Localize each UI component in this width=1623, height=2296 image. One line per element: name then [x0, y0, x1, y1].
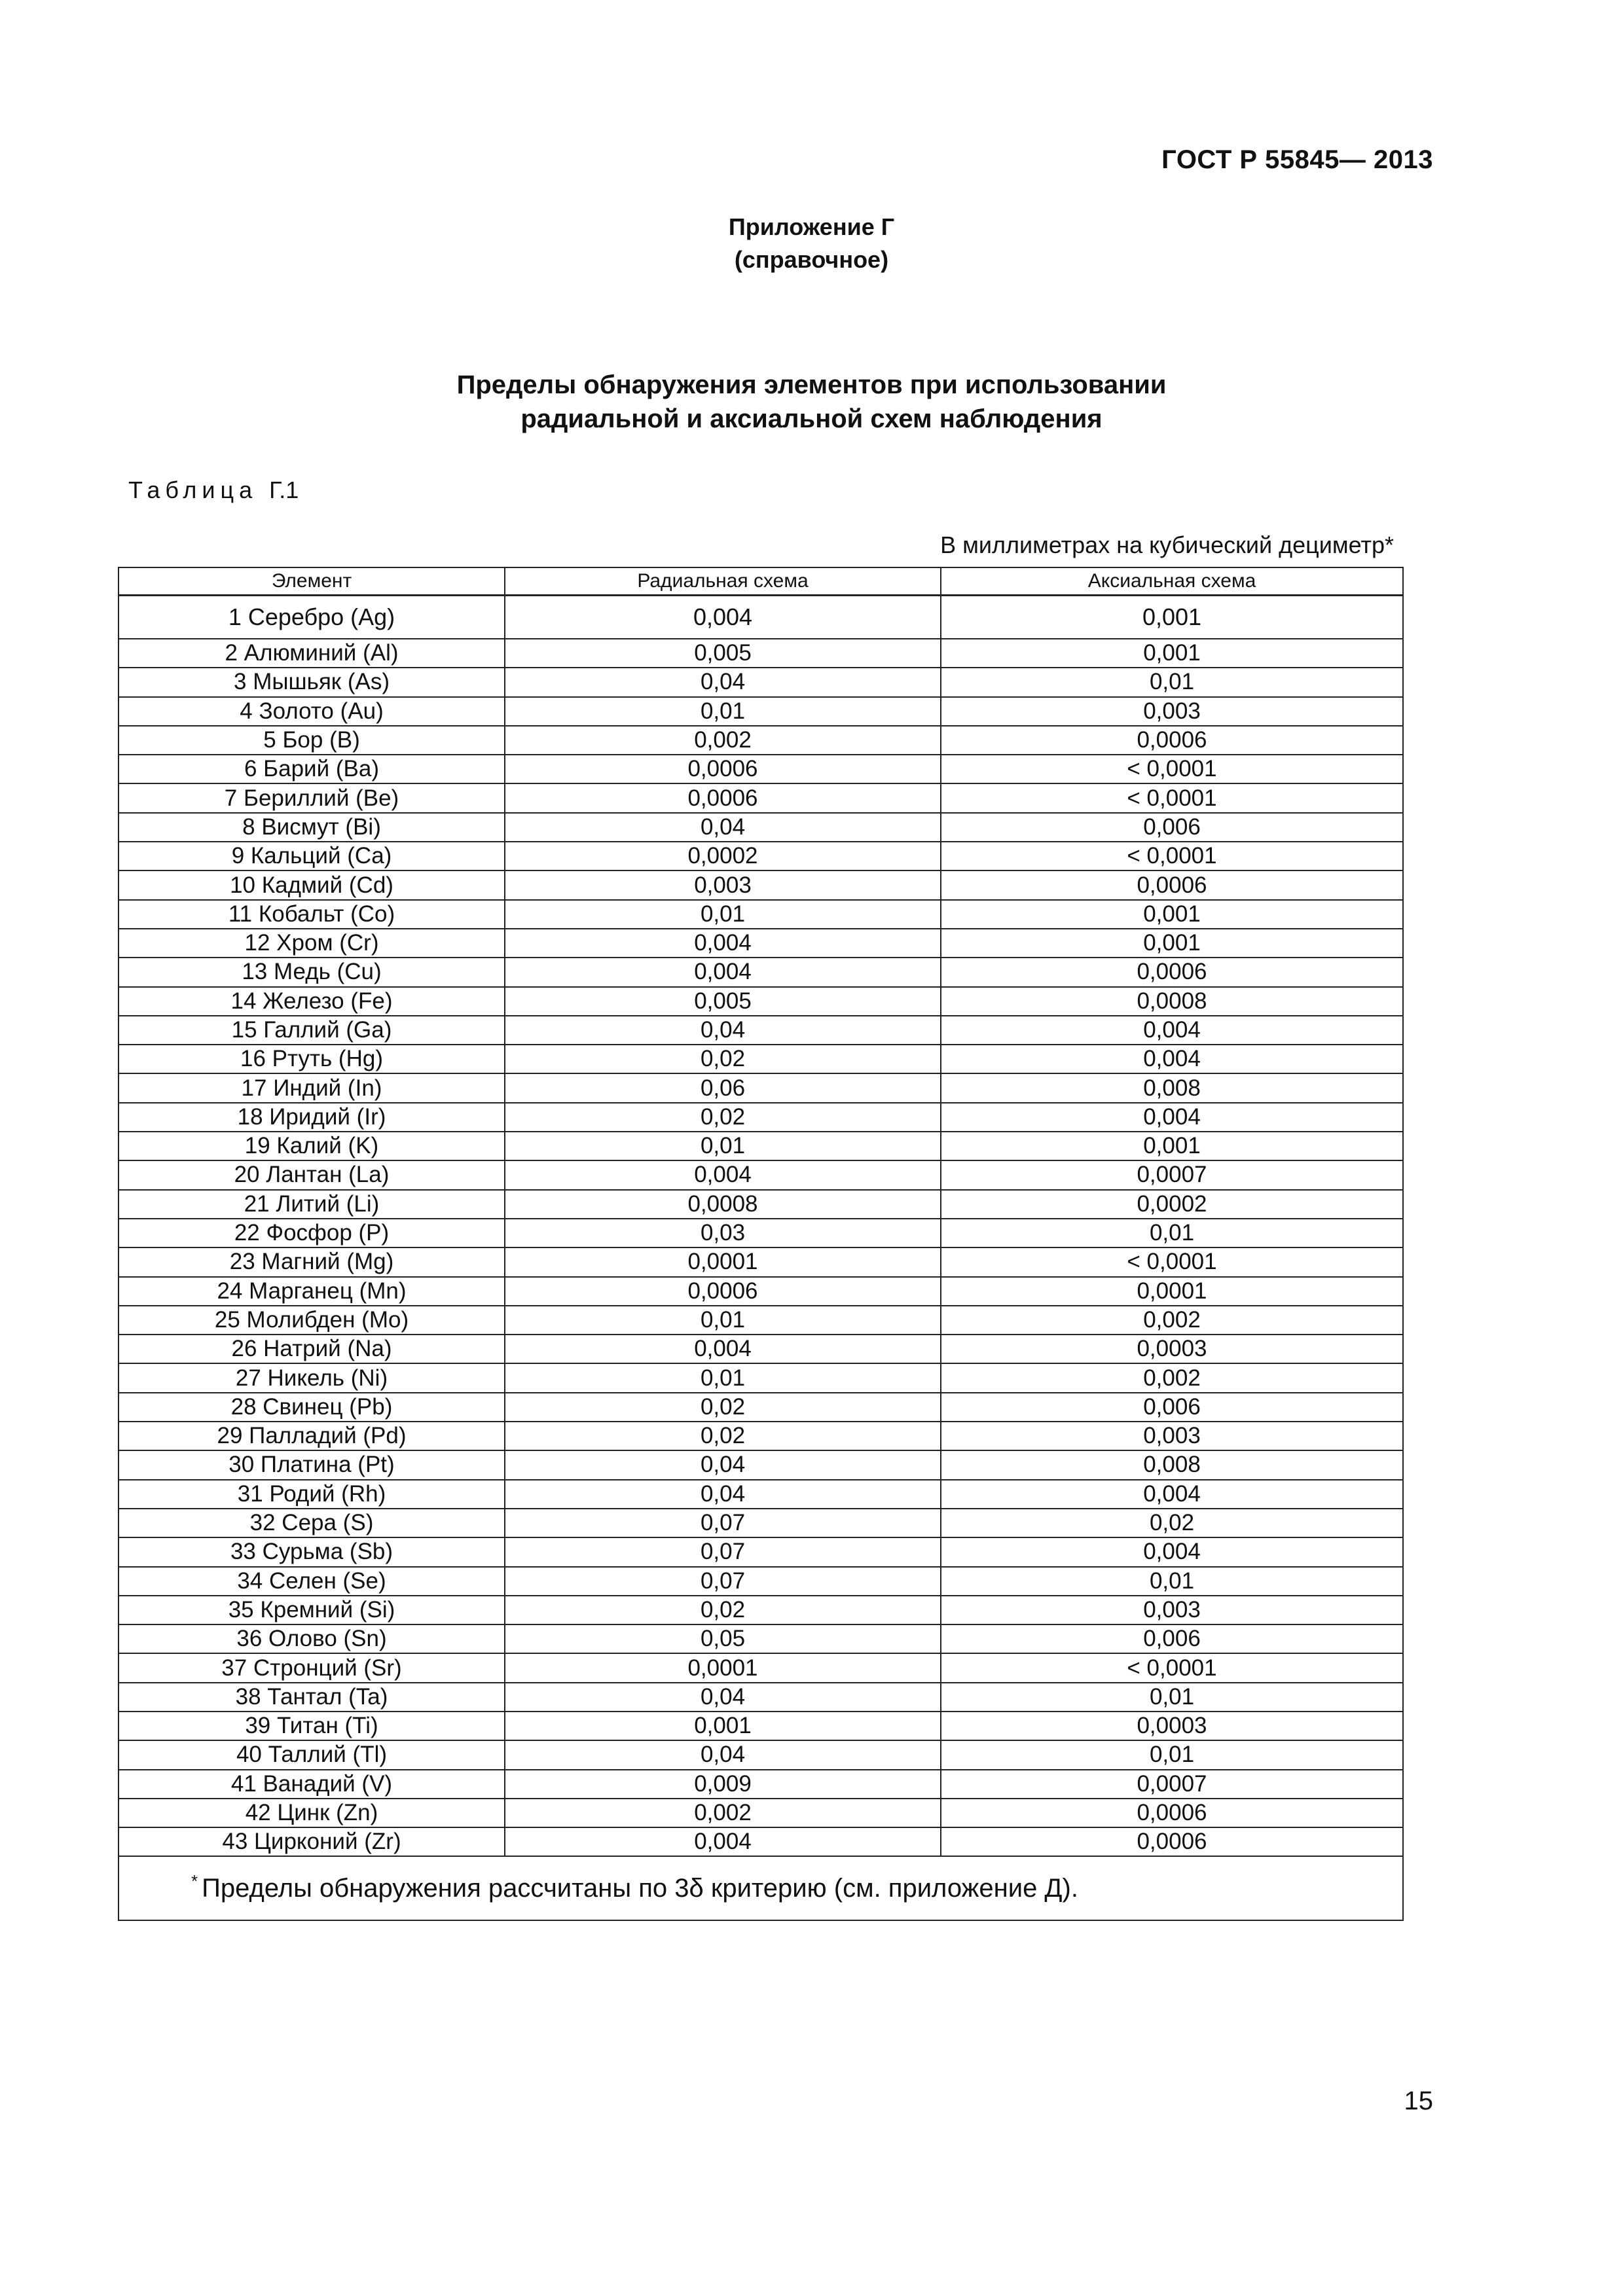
cell-radial: 0,01: [505, 1132, 941, 1160]
cell-element: 26 Натрий (Na): [119, 1335, 505, 1363]
cell-radial: 0,0006: [505, 783, 941, 812]
table-row: [119, 958, 1403, 986]
table-row: [119, 639, 1403, 668]
cell-axial: 0,01: [941, 668, 1403, 696]
cell-element: 42 Цинк (Zn): [119, 1799, 505, 1827]
cell-element: 25 Молибден (Mo): [119, 1306, 505, 1335]
cell-radial: 0,0001: [505, 1653, 941, 1682]
cell-element: 28 Свинец (Pb): [119, 1393, 505, 1422]
cell-element: 11 Кобальт (Co): [119, 900, 505, 929]
cell-radial: 0,03: [505, 1219, 941, 1247]
cell-radial: 0,02: [505, 1103, 941, 1132]
cell-element: 29 Палладий (Pd): [119, 1422, 505, 1450]
cell-element: 39 Титан (Ti): [119, 1712, 505, 1740]
cell-radial: 0,01: [505, 900, 941, 929]
cell-element: 31 Родий (Rh): [119, 1480, 505, 1509]
cell-element: 35 Кремний (Si): [119, 1596, 505, 1624]
cell-axial: 0,008: [941, 1450, 1403, 1479]
table-row: [119, 668, 1403, 696]
cell-element: 38 Тантал (Ta): [119, 1683, 505, 1712]
cell-element: 16 Ртуть (Hg): [119, 1045, 505, 1073]
cell-radial: 0,002: [505, 1799, 941, 1827]
cell-element: 34 Селен (Se): [119, 1567, 505, 1596]
cell-radial: 0,02: [505, 1393, 941, 1422]
cell-axial: 0,006: [941, 813, 1403, 842]
table-row: [119, 1450, 1403, 1479]
table-row: [119, 1335, 1403, 1363]
table-row: [119, 1653, 1403, 1682]
cell-radial: 0,003: [505, 870, 941, 899]
cell-element: 6 Барий (Ba): [119, 755, 505, 783]
table-row: [119, 900, 1403, 929]
cell-axial: 0,01: [941, 1567, 1403, 1596]
cell-radial: 0,004: [505, 958, 941, 986]
cell-axial: < 0,0001: [941, 755, 1403, 783]
cell-axial: 0,004: [941, 1480, 1403, 1509]
table-row: [119, 1306, 1403, 1335]
cell-element: 1 Серебро (Ag): [119, 596, 505, 639]
cell-axial: 0,001: [941, 900, 1403, 929]
table-row: [119, 1190, 1403, 1219]
cell-element: 22 Фосфор (P): [119, 1219, 505, 1247]
table-footnote: [119, 1856, 1403, 1920]
table-row: [119, 1740, 1403, 1769]
cell-radial: 0,04: [505, 813, 941, 842]
table-row: [119, 842, 1403, 870]
cell-element: 23 Магний (Mg): [119, 1247, 505, 1276]
page-number: 15: [1404, 2087, 1433, 2115]
cell-element: 10 Кадмий (Cd): [119, 870, 505, 899]
table-row: [119, 1045, 1403, 1073]
standard-designation: ГОСТ Р 55845— 2013: [1161, 145, 1433, 174]
cell-axial: 0,008: [941, 1073, 1403, 1102]
cell-element: 18 Иридий (Ir): [119, 1103, 505, 1132]
cell-radial: 0,07: [505, 1567, 941, 1596]
cell-element: 19 Калий (K): [119, 1132, 505, 1160]
units-note: В миллиметрах на кубический дециметр*: [940, 531, 1394, 558]
cell-axial: 0,001: [941, 596, 1403, 639]
cell-element: 30 Платина (Pt): [119, 1450, 505, 1479]
cell-element: 4 Золото (Au): [119, 697, 505, 726]
cell-radial: 0,0006: [505, 1277, 941, 1306]
cell-radial: 0,04: [505, 1740, 941, 1769]
cell-radial: 0,06: [505, 1073, 941, 1102]
cell-radial: 0,05: [505, 1624, 941, 1653]
cell-axial: 0,003: [941, 697, 1403, 726]
footnote-mark: *: [191, 1871, 198, 1891]
cell-axial: < 0,0001: [941, 1653, 1403, 1682]
cell-radial: 0,004: [505, 596, 941, 639]
annex-title: Приложение Г: [728, 213, 895, 240]
header-axial: Аксиальная схема: [941, 567, 1403, 596]
cell-axial: 0,0003: [941, 1712, 1403, 1740]
cell-radial: 0,07: [505, 1509, 941, 1537]
cell-element: 5 Бор (B): [119, 726, 505, 755]
table-row: [119, 1277, 1403, 1306]
table-row: [119, 1799, 1403, 1827]
table-label-number: Г.1: [269, 476, 299, 503]
cell-radial: 0,04: [505, 1480, 941, 1509]
cell-element: 24 Марганец (Mn): [119, 1277, 505, 1306]
cell-element: 15 Галлий (Ga): [119, 1016, 505, 1045]
table-row: [119, 726, 1403, 755]
header-radial: Радиальная схема: [505, 567, 941, 596]
cell-element: 9 Кальций (Ca): [119, 842, 505, 870]
cell-radial: 0,004: [505, 1827, 941, 1856]
table-row: [119, 1509, 1403, 1537]
title-line-2: радиальной и аксиальной схем наблюдения: [520, 404, 1103, 433]
cell-element: 3 Мышьяк (As): [119, 668, 505, 696]
table-row: [119, 1363, 1403, 1392]
cell-axial: 0,004: [941, 1537, 1403, 1566]
cell-radial: 0,004: [505, 1335, 941, 1363]
cell-radial: 0,04: [505, 1683, 941, 1712]
cell-axial: 0,0001: [941, 1277, 1403, 1306]
cell-element: 21 Литий (Li): [119, 1190, 505, 1219]
cell-axial: 0,003: [941, 1422, 1403, 1450]
table-row: [119, 1537, 1403, 1566]
table-row: [119, 1596, 1403, 1624]
table-row: [119, 1160, 1403, 1189]
table-row: [119, 596, 1403, 639]
cell-radial: 0,001: [505, 1712, 941, 1740]
cell-axial: 0,01: [941, 1683, 1403, 1712]
cell-axial: 0,003: [941, 1596, 1403, 1624]
table-row: [119, 755, 1403, 783]
table-row: [119, 1073, 1403, 1102]
table-row: [119, 1567, 1403, 1596]
cell-element: 12 Хром (Cr): [119, 929, 505, 958]
cell-axial: < 0,0001: [941, 1247, 1403, 1276]
cell-element: 32 Сера (S): [119, 1509, 505, 1537]
cell-element: 20 Лантан (La): [119, 1160, 505, 1189]
table-row: [119, 1683, 1403, 1712]
cell-element: 17 Индий (In): [119, 1073, 505, 1102]
cell-radial: 0,005: [505, 987, 941, 1016]
cell-axial: 0,004: [941, 1016, 1403, 1045]
header-element: Элемент: [119, 567, 505, 596]
cell-radial: 0,04: [505, 1450, 941, 1479]
table-row: [119, 1827, 1403, 1856]
cell-radial: 0,002: [505, 726, 941, 755]
cell-axial: 0,001: [941, 929, 1403, 958]
cell-element: 37 Стронций (Sr): [119, 1653, 505, 1682]
cell-radial: 0,0008: [505, 1190, 941, 1219]
title-line-1: Пределы обнаружения элементов при использовании: [456, 370, 1167, 399]
table-row: [119, 1219, 1403, 1247]
cell-radial: 0,02: [505, 1596, 941, 1624]
table-row: [119, 1103, 1403, 1132]
table-row: [119, 1480, 1403, 1509]
annex-type: (справочное): [734, 246, 889, 273]
table-row: [119, 1393, 1403, 1422]
table-row: [119, 987, 1403, 1016]
cell-axial: 0,0003: [941, 1335, 1403, 1363]
cell-axial: 0,001: [941, 639, 1403, 668]
table-row: [119, 697, 1403, 726]
cell-axial: 0,0008: [941, 987, 1403, 1016]
cell-axial: 0,0007: [941, 1770, 1403, 1799]
cell-axial: 0,002: [941, 1306, 1403, 1335]
cell-element: 13 Медь (Cu): [119, 958, 505, 986]
footnote-text: Пределы обнаружения рассчитаны по 3δ критерию (см. приложение Д).: [202, 1873, 1078, 1903]
cell-axial: 0,02: [941, 1509, 1403, 1537]
cell-axial: 0,01: [941, 1740, 1403, 1769]
cell-radial: 0,04: [505, 1016, 941, 1045]
cell-element: 8 Висмут (Bi): [119, 813, 505, 842]
cell-axial: 0,0006: [941, 726, 1403, 755]
cell-axial: 0,001: [941, 1132, 1403, 1160]
cell-radial: 0,005: [505, 639, 941, 668]
cell-radial: 0,04: [505, 668, 941, 696]
cell-element: 2 Алюминий (Al): [119, 639, 505, 668]
cell-radial: 0,004: [505, 1160, 941, 1189]
cell-radial: 0,02: [505, 1045, 941, 1073]
cell-axial: 0,01: [941, 1219, 1403, 1247]
table-header-row: [119, 567, 1403, 596]
cell-axial: 0,0006: [941, 1799, 1403, 1827]
table-row: [119, 813, 1403, 842]
footnote-row: [119, 1856, 1403, 1920]
annex-heading: [0, 211, 1623, 276]
table-row: [119, 783, 1403, 812]
cell-radial: 0,0001: [505, 1247, 941, 1276]
cell-axial: 0,0007: [941, 1160, 1403, 1189]
cell-radial: 0,0006: [505, 755, 941, 783]
cell-axial: < 0,0001: [941, 842, 1403, 870]
cell-axial: 0,0006: [941, 1827, 1403, 1856]
table-row: [119, 929, 1403, 958]
cell-element: 27 Никель (Ni): [119, 1363, 505, 1392]
cell-element: 33 Сурьма (Sb): [119, 1537, 505, 1566]
cell-axial: 0,006: [941, 1624, 1403, 1653]
table-row: [119, 1247, 1403, 1276]
cell-radial: 0,02: [505, 1422, 941, 1450]
cell-radial: 0,01: [505, 1363, 941, 1392]
cell-radial: 0,0002: [505, 842, 941, 870]
table-row: [119, 870, 1403, 899]
table-label-word: Таблица: [128, 476, 258, 503]
table-row: [119, 1712, 1403, 1740]
cell-axial: 0,002: [941, 1363, 1403, 1392]
cell-axial: < 0,0001: [941, 783, 1403, 812]
cell-element: 36 Олово (Sn): [119, 1624, 505, 1653]
cell-axial: 0,004: [941, 1045, 1403, 1073]
cell-radial: 0,004: [505, 929, 941, 958]
cell-element: 14 Железо (Fe): [119, 987, 505, 1016]
cell-element: 41 Ванадий (V): [119, 1770, 505, 1799]
cell-radial: 0,01: [505, 697, 941, 726]
table-row: [119, 1422, 1403, 1450]
table-row: [119, 1016, 1403, 1045]
table-body: [119, 596, 1403, 1921]
cell-radial: 0,07: [505, 1537, 941, 1566]
table-row: [119, 1624, 1403, 1653]
cell-element: 40 Таллий (Tl): [119, 1740, 505, 1769]
document-title: [0, 368, 1623, 436]
cell-element: 7 Бериллий (Be): [119, 783, 505, 812]
detection-limits-table: [118, 567, 1404, 1921]
cell-radial: 0,009: [505, 1770, 941, 1799]
table-label: [128, 476, 299, 504]
table-row: [119, 1770, 1403, 1799]
cell-axial: 0,0002: [941, 1190, 1403, 1219]
cell-axial: 0,006: [941, 1393, 1403, 1422]
cell-radial: 0,01: [505, 1306, 941, 1335]
cell-axial: 0,0006: [941, 958, 1403, 986]
cell-element: 43 Цирконий (Zr): [119, 1827, 505, 1856]
cell-axial: 0,004: [941, 1103, 1403, 1132]
table-row: [119, 1132, 1403, 1160]
cell-axial: 0,0006: [941, 870, 1403, 899]
